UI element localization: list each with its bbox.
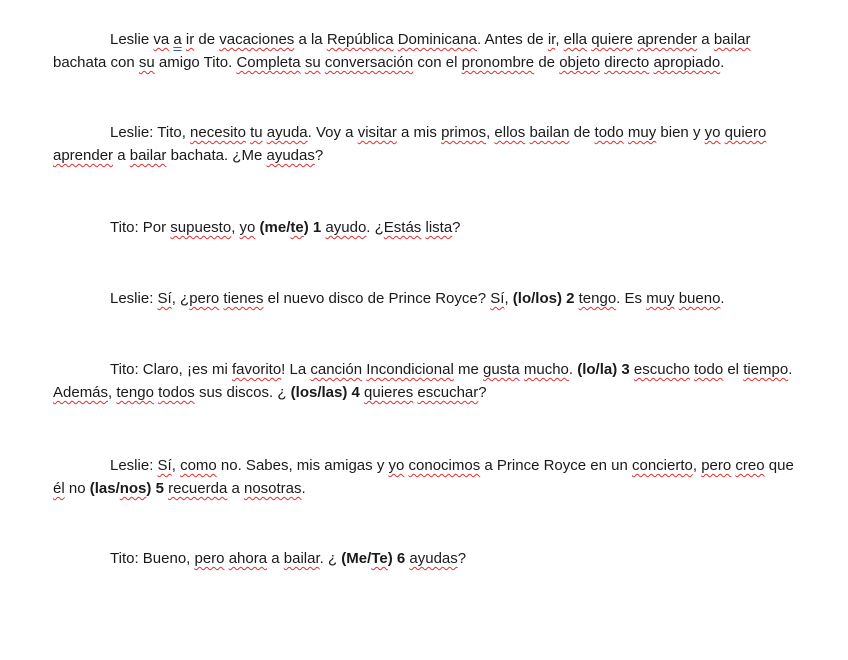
text-run: Leslie <box>110 31 154 48</box>
answer-choice: te <box>290 219 304 236</box>
misspelled-word: tengo <box>578 290 617 307</box>
text-run: . ¿ <box>319 550 342 567</box>
answer-choice: nos <box>119 480 147 497</box>
misspelled-word: aprender <box>53 147 114 164</box>
text-run: a <box>227 480 244 497</box>
misspelled-word: conversación <box>324 54 414 71</box>
dialogue-line-leslie-1[interactable] <box>53 121 795 167</box>
dialogue-line-tito-2[interactable] <box>53 358 795 404</box>
misspelled-word: Estás <box>383 219 422 236</box>
text-run: me <box>453 361 483 378</box>
misspelled-word: mucho <box>523 361 569 378</box>
misspelled-word: aprender <box>637 31 698 48</box>
misspelled-word: escuchar <box>417 384 479 401</box>
text-run: Tito: Bueno, <box>110 550 195 567</box>
text-run: , <box>504 290 513 307</box>
misspelled-word: nosotras <box>243 480 302 497</box>
misspelled-word: directo <box>604 54 650 71</box>
text-run: de <box>569 124 595 141</box>
misspelled-word: lista <box>425 219 453 236</box>
answer-choice: (Me/ <box>341 550 372 567</box>
misspelled-word: favorito <box>231 361 282 378</box>
text-run: que <box>764 457 794 474</box>
misspelled-word: bueno <box>678 290 721 307</box>
text-run: ? <box>478 384 487 401</box>
misspelled-word: objeto <box>559 54 601 71</box>
text-run: sus discos. ¿ <box>194 384 291 401</box>
answer-choice: (me/ <box>259 219 291 236</box>
misspelled-word: ellos <box>494 124 526 141</box>
misspelled-word: tienes <box>223 290 264 307</box>
misspelled-word: ahora <box>228 550 268 567</box>
misspelled-word: ir <box>185 31 195 48</box>
misspelled-word: gusta <box>482 361 520 378</box>
misspelled-word: quieres <box>364 384 414 401</box>
answer-choice: (lo/los) 2 <box>512 290 575 307</box>
text-run: , <box>486 124 495 141</box>
misspelled-word: tengo <box>116 384 154 401</box>
misspelled-word: yo <box>239 219 256 236</box>
misspelled-word: todo <box>693 361 724 378</box>
text-run: , <box>108 384 117 401</box>
dialogue-line-leslie-2[interactable] <box>53 287 795 310</box>
text-run: . <box>788 361 793 378</box>
answer-choice: (lo/la) 3 <box>577 361 630 378</box>
text-run: a Prince Royce en un <box>480 457 632 474</box>
misspelled-word: como <box>180 457 217 474</box>
text-run: ? <box>314 147 324 164</box>
text-run: de <box>534 54 560 71</box>
text-run: Tito: Claro, ¡es mi <box>110 361 232 378</box>
misspelled-word: recuerda <box>168 480 228 497</box>
text-run: , <box>231 219 240 236</box>
text-run: de <box>194 31 220 48</box>
misspelled-word: Sí <box>490 290 505 307</box>
misspelled-word: Sí <box>157 290 172 307</box>
text-run: . Antes de <box>476 31 548 48</box>
misspelled-word: todo <box>594 124 624 141</box>
misspelled-word: yo <box>388 457 405 474</box>
misspelled-word: apropiado <box>653 54 721 71</box>
text-run: amigo Tito. <box>154 54 237 71</box>
misspelled-word: Incondicional <box>366 361 454 378</box>
misspelled-word: quiere <box>591 31 633 48</box>
text-run: . <box>301 480 306 497</box>
misspelled-word: bailar <box>713 31 751 48</box>
grammar-flag-word: a <box>173 31 182 48</box>
misspelled-word: ayudas <box>409 550 458 567</box>
misspelled-word: canción <box>310 361 363 378</box>
misspelled-word: vacaciones <box>219 31 295 48</box>
misspelled-word: quiero <box>724 124 767 141</box>
misspelled-word: ir <box>547 31 556 48</box>
text-run: Leslie: <box>110 290 158 307</box>
misspelled-word: pero <box>189 290 220 307</box>
misspelled-word: su <box>138 54 155 71</box>
misspelled-word: pero <box>701 457 732 474</box>
misspelled-word: ayudo <box>325 219 367 236</box>
answer-choice: ) 1 <box>303 219 322 236</box>
text-run: Leslie: <box>110 457 158 474</box>
text-run: ? <box>457 550 467 567</box>
misspelled-word: Completa <box>236 54 301 71</box>
misspelled-word: su <box>304 54 321 71</box>
misspelled-word: República <box>326 31 394 48</box>
text-run: . Voy a <box>307 124 358 141</box>
text-run: . <box>720 290 725 307</box>
text-run: . Es <box>616 290 647 307</box>
misspelled-word: muy <box>646 290 675 307</box>
text-run: . <box>568 361 578 378</box>
text-run: no <box>64 480 90 497</box>
misspelled-word: pronombre <box>461 54 535 71</box>
misspelled-word: Dominicana <box>397 31 477 48</box>
misspelled-word: concierto <box>631 457 693 474</box>
misspelled-word: muy <box>627 124 657 141</box>
answer-choice: Te <box>371 550 388 567</box>
misspelled-word: bailar <box>129 147 167 164</box>
misspelled-word: tiempo <box>743 361 789 378</box>
text-run: a <box>113 147 130 164</box>
text-run: bien y <box>656 124 705 141</box>
misspelled-word: todos <box>158 384 195 401</box>
misspelled-word: primos <box>441 124 487 141</box>
text-run: ! La <box>281 361 311 378</box>
text-run: . <box>720 54 725 71</box>
misspelled-word: escucho <box>633 361 690 378</box>
misspelled-word: supuesto <box>170 219 232 236</box>
text-run: , <box>555 31 564 48</box>
misspelled-word: Sí <box>157 457 172 474</box>
misspelled-word: él <box>53 480 65 497</box>
misspelled-word: creo <box>735 457 765 474</box>
text-run: , ¿ <box>171 290 190 307</box>
misspelled-word: conocimos <box>408 457 481 474</box>
text-run: a <box>267 550 284 567</box>
misspelled-word: Además <box>53 384 109 401</box>
instructions-paragraph[interactable] <box>53 28 795 74</box>
text-run: bachata. ¿Me <box>166 147 267 164</box>
misspelled-word: visitar <box>357 124 397 141</box>
text-run: el nuevo disco de Prince Royce? <box>263 290 491 307</box>
text-run: no. Sabes, mis amigas y <box>216 457 389 474</box>
misspelled-word: necesito <box>190 124 246 141</box>
misspelled-word: bailan <box>529 124 570 141</box>
text-run: a la <box>294 31 327 48</box>
text-run: Tito: Por <box>110 219 171 236</box>
misspelled-word: bailar <box>283 550 320 567</box>
text-run: Leslie: Tito, <box>110 124 191 141</box>
answer-choice: (las/ <box>89 480 120 497</box>
text-run: , <box>692 457 702 474</box>
text-run: con el <box>413 54 462 71</box>
text-run: a mis <box>396 124 442 141</box>
text-run: bachata con <box>53 54 139 71</box>
answer-choice: ) 5 <box>146 480 164 497</box>
text-run: ? <box>452 219 461 236</box>
misspelled-word: va <box>153 31 170 48</box>
misspelled-word: tu <box>250 124 263 141</box>
misspelled-word: ayuda <box>266 124 308 141</box>
misspelled-word: pero <box>194 550 225 567</box>
text-run: el <box>723 361 744 378</box>
text-run: . ¿ <box>366 219 384 236</box>
text-run: a <box>697 31 714 48</box>
misspelled-word: ella <box>563 31 588 48</box>
dialogue-line-leslie-3[interactable] <box>53 454 795 500</box>
misspelled-word: yo <box>704 124 721 141</box>
answer-choice: (los/las) 4 <box>290 384 360 401</box>
dialogue-line-tito-3[interactable] <box>53 547 795 570</box>
dialogue-line-tito-1[interactable] <box>53 216 795 239</box>
answer-choice: ) 6 <box>387 550 406 567</box>
text-run: , <box>171 457 181 474</box>
misspelled-word: ayudas <box>266 147 315 164</box>
